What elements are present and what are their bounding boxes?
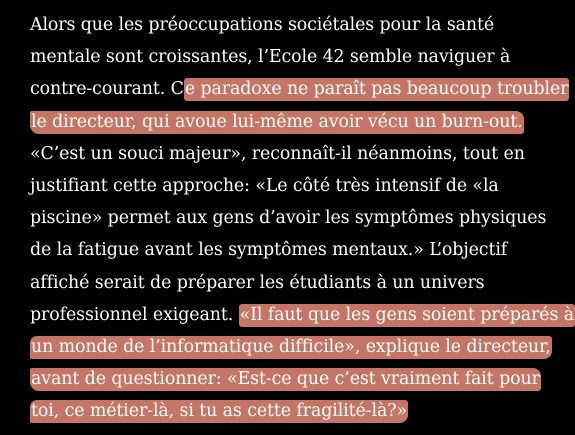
text-segment: affiché serait de préparer les étudiants à un univers [30,272,485,293]
highlighted-text[interactable]: le directeur, qui avoue lui-même avoir vécu un burn-out. [31,111,523,132]
text-segment: mentale sont croissantes, l’Ecole 42 semble naviguer à [30,47,511,68]
text-segment: justifiant cette approche: «Le côté très intensif de «la [30,175,499,196]
text-segment: «C’est un souci majeur», reconnaît-il néanmoins, tout en [30,143,525,164]
highlighted-text[interactable]: un monde de l’informatique difficile», explique le directeur, [31,336,551,357]
text-line [30,363,540,395]
highlighted-text[interactable]: e paradoxe ne paraît pas beaucoup troubler [184,79,569,100]
text-line [30,331,551,363]
text-line [30,267,525,299]
highlighted-text[interactable]: avant de questionner: «Est-ce que c’est vraiment fait pour [31,369,540,390]
text-segment: Alors que les préoccupations sociétales pour la santé [30,15,495,35]
text-line [30,395,525,427]
text-line [30,9,525,41]
article-paragraph [30,9,574,427]
highlighted-text[interactable]: «Il faut que les gens soient préparés à [239,304,574,325]
text-segment: contre-courant. C [30,79,184,100]
text-line [30,202,547,234]
text-line [30,170,525,202]
text-line [30,41,525,73]
text-segment: de la fatigue avant les symptômes mentaux.» L’objectif [30,240,508,261]
text-line [30,138,525,170]
text-segment: piscine» permet aux gens d’avoir les symptômes physiques [30,208,547,229]
text-line [30,73,569,105]
text-segment: professionnel exigeant. [30,304,239,325]
text-line [30,234,525,266]
highlighted-text[interactable]: toi, ce métier-là, si tu as cette fragilité-là?» [31,401,408,422]
text-line [30,106,525,138]
text-line [30,299,574,331]
